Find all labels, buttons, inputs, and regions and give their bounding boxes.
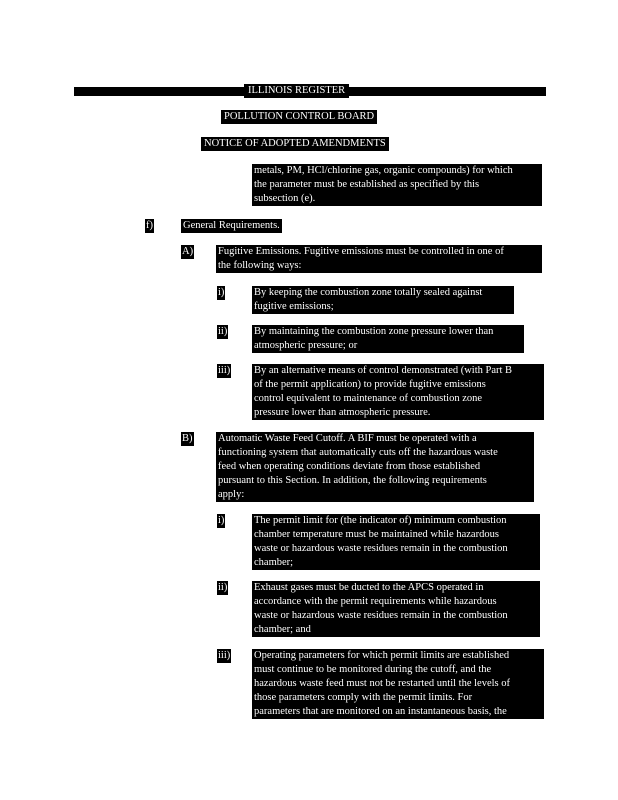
item-b-ii-paragraph	[252, 581, 540, 637]
item-a-iii-label: iii)	[218, 365, 231, 376]
item-b-ii-line: chamber; and	[254, 624, 311, 635]
item-a-ii-label: ii)	[218, 326, 228, 337]
section-f-label: f)	[146, 220, 153, 231]
item-a-iii-paragraph	[252, 364, 544, 420]
item-b-line: Automatic Waste Feed Cutoff. A BIF must be operated with a	[218, 433, 477, 444]
item-b-iii-line: those parameters comply with the permit limits. For	[254, 692, 473, 703]
intro-line: subsection (e).	[254, 193, 316, 204]
item-b-iii-label: iii)	[218, 650, 231, 661]
item-a-i-paragraph	[252, 286, 514, 314]
item-a-ii-line: atmospheric pressure; or	[254, 340, 358, 351]
item-b-ii-line: waste or hazardous waste residues remain in the combustion	[254, 610, 508, 621]
item-b-i-line: waste or hazardous waste residues remain in the combustion	[254, 543, 508, 554]
item-b-i-paragraph	[252, 514, 540, 570]
item-a-iii-line: pressure lower than atmospheric pressure.	[254, 407, 431, 418]
intro-line: metals, PM, HCl/chlorine gas, organic compounds) for which	[254, 165, 513, 176]
item-a-label: A)	[182, 246, 194, 257]
item-b-label: B)	[182, 433, 193, 444]
item-a-i-label: i)	[218, 287, 225, 298]
item-a-iii-line: of the permit application) to provide fugitive emissions	[254, 379, 486, 390]
item-a-line: Fugitive Emissions. Fugitive emissions must be controlled in one of	[218, 246, 504, 257]
item-b-line: feed when operating conditions deviate from those established	[218, 461, 481, 472]
item-a-iii-line: By an alternative means of control demonstrated (with Part B	[254, 365, 513, 376]
notice-title: NOTICE OF ADOPTED AMENDMENTS	[201, 137, 389, 151]
item-a-ii-line: By maintaining the combustion zone pressure lower than	[254, 326, 494, 337]
item-a-i-line: fugitive emissions;	[254, 301, 334, 312]
item-a-ii-paragraph	[252, 325, 524, 353]
item-a-line: the following ways:	[218, 260, 302, 271]
item-b-i-line: chamber temperature must be maintained while hazardous	[254, 529, 499, 540]
item-b-i-label: i)	[218, 515, 225, 526]
item-b-iii-line: Operating parameters for which permit limits are established	[254, 650, 510, 661]
item-b-i-line: The permit limit for (the indicator of) minimum combustion	[254, 515, 507, 526]
item-b-iii-paragraph	[252, 649, 544, 719]
item-b-ii-line: accordance with the permit requirements while hazardous	[254, 596, 497, 607]
item-b-ii-line: Exhaust gases must be ducted to the APCS operated in	[254, 582, 484, 593]
item-b-line: pursuant to this Section. In addition, the following requirements	[218, 475, 487, 486]
board-title: POLLUTION CONTROL BOARD	[221, 110, 377, 124]
item-b-i-line: chamber;	[254, 557, 294, 568]
item-b-iii-line: parameters that are monitored on an instantaneous basis, the	[254, 706, 507, 717]
item-b-line: apply:	[218, 489, 245, 500]
item-b-line: functioning system that automatically cuts off the hazardous waste	[218, 447, 498, 458]
item-a-iii-line: control equivalent to maintenance of combustion zone	[254, 393, 483, 404]
item-a-paragraph	[216, 245, 542, 273]
item-a-i-line: By keeping the combustion zone totally sealed against	[254, 287, 483, 298]
section-f-heading: General Requirements.	[183, 220, 280, 231]
item-b-iii-line: must continue to be monitored during the cutoff, and the	[254, 664, 492, 675]
intro-paragraph	[252, 164, 542, 206]
item-b-paragraph	[216, 432, 534, 502]
item-b-iii-line: hazardous waste feed must not be restarted until the levels of	[254, 678, 510, 689]
item-b-ii-label: ii)	[218, 582, 228, 593]
intro-line: the parameter must be established as specified by this	[254, 179, 480, 190]
register-title: ILLINOIS REGISTER	[244, 84, 349, 98]
